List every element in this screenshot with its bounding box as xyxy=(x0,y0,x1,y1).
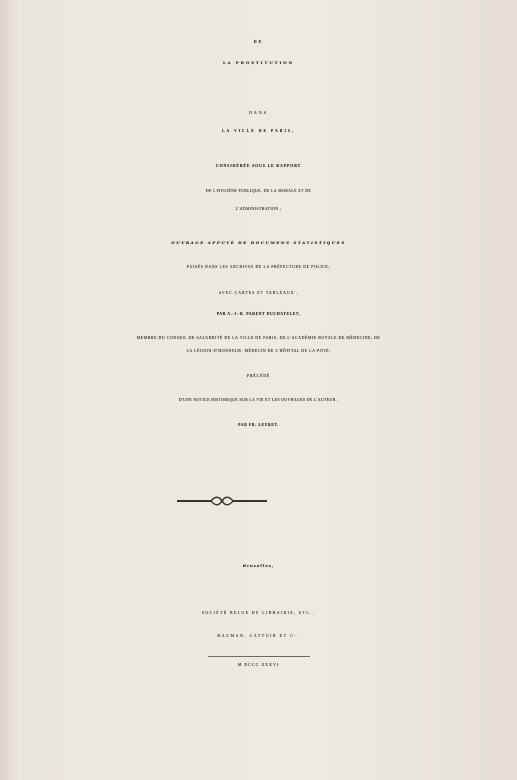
cartes-line: AVEC CARTES ET TABLEAUX , xyxy=(218,291,299,295)
title-dans: DANS xyxy=(249,110,268,115)
main-title: LA PROSTITUTION xyxy=(222,60,295,65)
city-heading: LA VILLE DE PARIS, xyxy=(222,129,295,133)
publication-year: M DCCC XXXVI xyxy=(237,662,280,667)
title-de: DE xyxy=(253,40,264,44)
hygiene-line-1: DE L'HYGIÈNE PUBLIQUE, DE LA MORALE ET DE xyxy=(205,189,312,193)
notice-line: D'UNE NOTICE HISTORIQUE SUR LA VIE ET LES OUVRAGES DE L'AUTEUR , xyxy=(178,397,339,402)
ouvrage-line: OUVRAGE APPUYÉ DE DOCUMENS STATISTIQUES xyxy=(171,240,346,245)
scroll-ornament-icon xyxy=(175,495,269,507)
credentials-line-2: LA LÉGION-D'HONNEUR, MÉDECIN DE L'HÔPITAL DE LA PITIÉ. xyxy=(186,348,331,353)
author-line: PAR A.-J.-B. PARENT DUCHATELET, xyxy=(216,312,301,316)
puises-line: PUISÉS DANS LES ARCHIVES DE LA PRÉFECTURE DE POLICE; xyxy=(186,265,331,269)
imprint-rule xyxy=(208,656,310,657)
precede-line: PRÉCÉDÉ xyxy=(246,373,271,378)
second-author-line: PAR FR. LEURET. xyxy=(238,423,279,427)
publisher-line: SOCIÉTÉ BELGE DE LIBRAIRIE, ETC., xyxy=(201,611,316,615)
consideree-line: CONSIDÉRÉE SOUS LE RAPPORT xyxy=(215,163,302,168)
credentials-line-1: MEMBRE DU CONSEIL DE SALUBRITÉ DE LA VILLE DE PARIS, DE L'ACADÉMIE ROYALE DE MÉDECINE, DE xyxy=(136,335,381,340)
hygiene-line-2: L'ADMINISTRATION ; xyxy=(235,207,282,211)
printers-line: HAUMAN, CATTOIR ET Cᵉ. xyxy=(217,634,300,638)
imprint-city: Bruxelles, xyxy=(242,563,275,568)
